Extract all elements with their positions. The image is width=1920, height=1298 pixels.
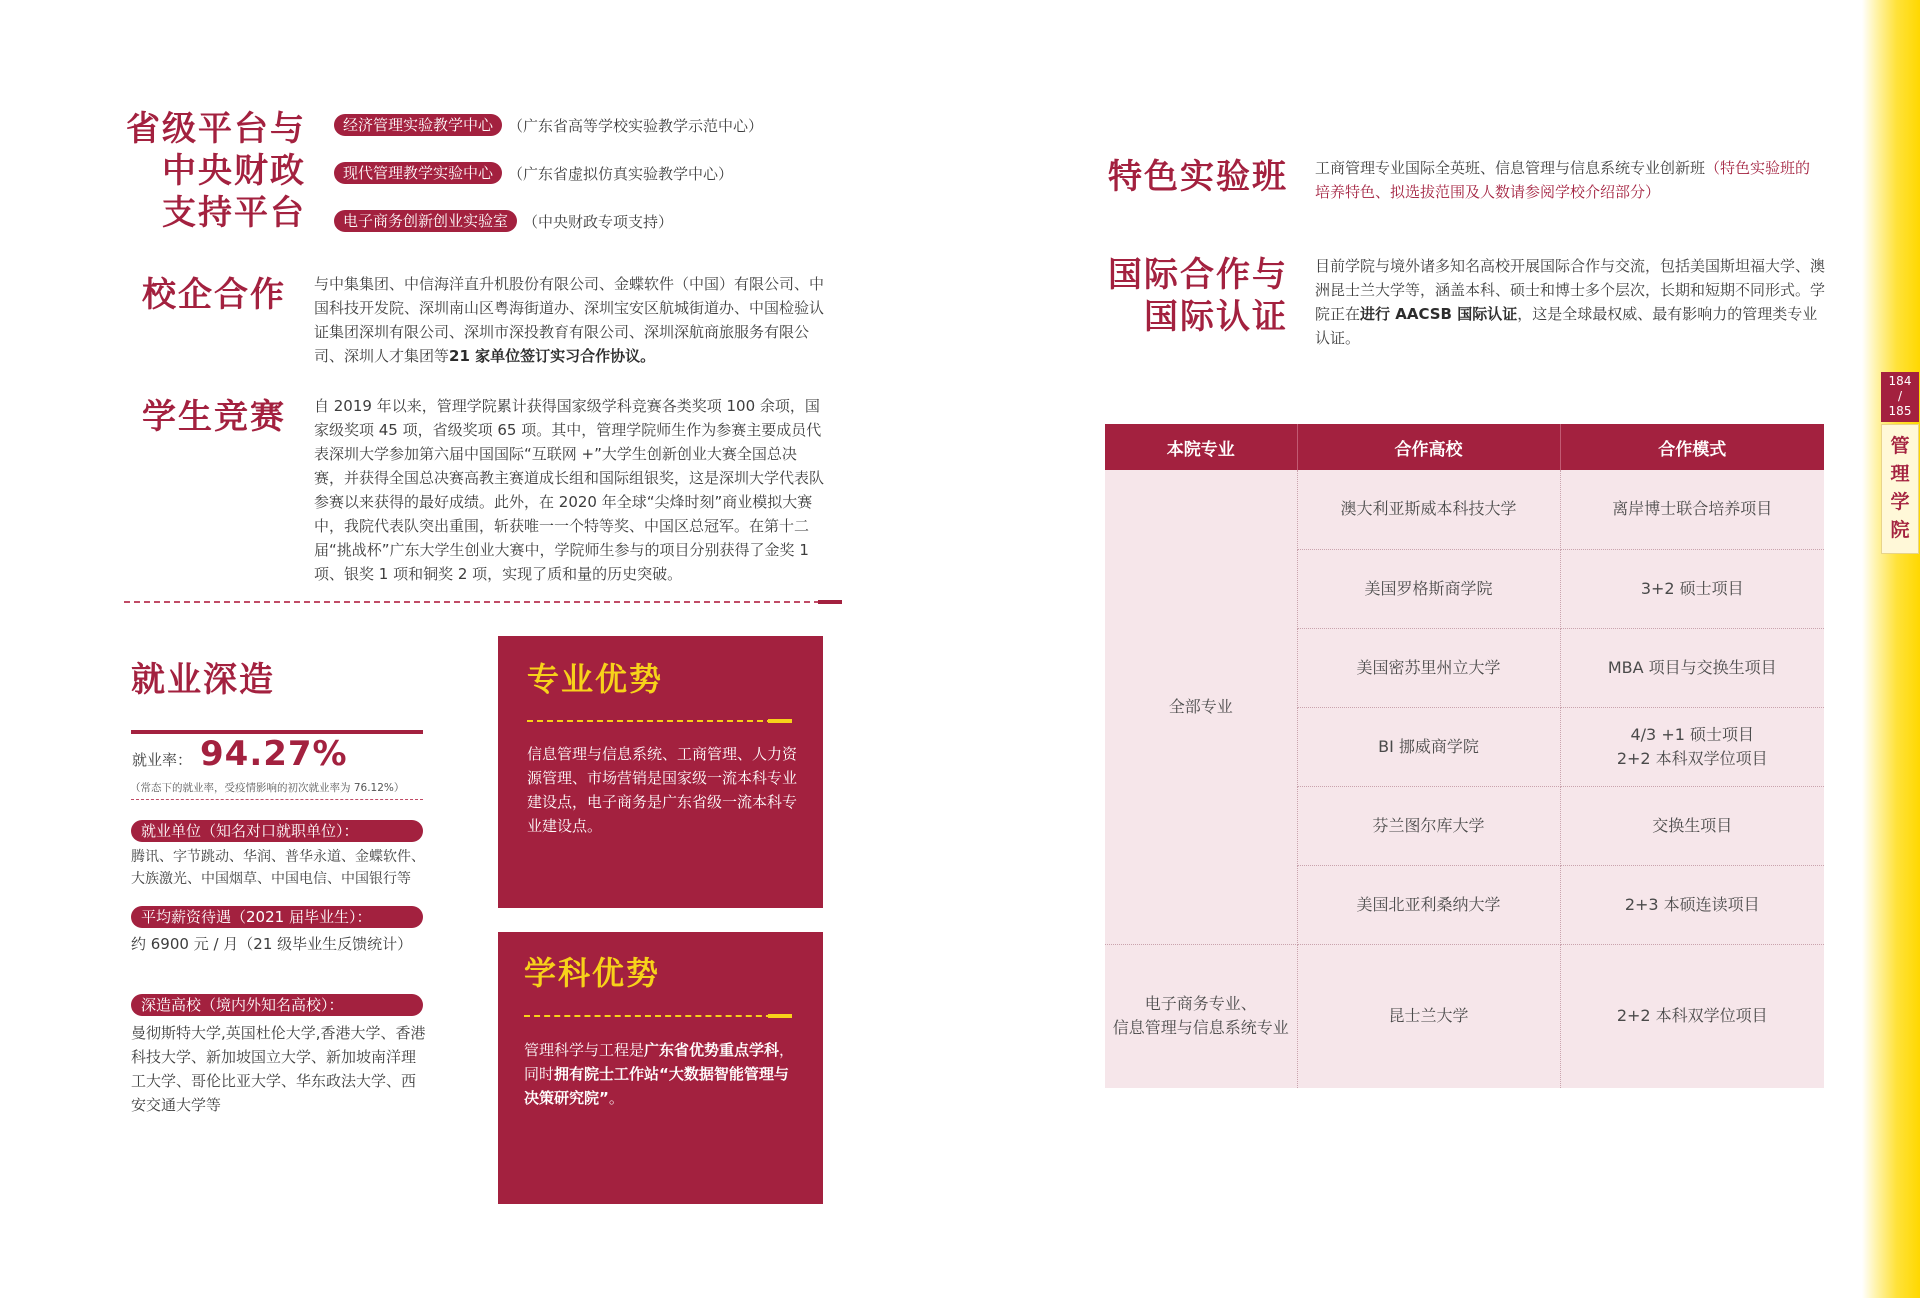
table-cell-mode: 2+2 本科双学位项目 (1560, 944, 1824, 1088)
table-cell-school: 昆士兰大学 (1297, 944, 1560, 1088)
employment-rate-note: （常态下的就业率，受疫情影响的初次就业率为 76.12%） (130, 782, 405, 794)
employment-title: 就业深造 (131, 660, 275, 700)
platform-item-label: 电子商务创新创业实验室 (334, 210, 517, 232)
platform-item-note: （广东省高等学校实验教学示范中心） (508, 116, 764, 135)
table-cell-mode: 离岸博士联合培养项目 (1560, 470, 1824, 549)
special-class-text: 工商管理专业国际全英班、信息管理与信息系统专业创新班（特色实验班的培养特色、拟选拔范围及人数请参阅学校介绍部分） (1315, 159, 1811, 201)
discipline-advantage-card (498, 932, 823, 1204)
table-cell-mode: 4/3 +1 硕士项目 2+2 本科双学位项目 (1560, 707, 1824, 786)
employment-rate-value: 94.27% (200, 734, 348, 774)
table-cell-school: 美国北亚利桑纳大学 (1297, 865, 1560, 944)
enterprise-text: 与中集集团、中信海洋直升机股份有限公司、金蝶软件（中国）有限公司、中国科技开发院、深圳南山区粤海街道办、深圳宝安区航城街道办、中国检验认证集团深圳有限公司、深圳市深投教育有限公司、深圳深航商旅服务有限公司、深圳人才集团等21 家单位签订实习合作协议。 (314, 275, 825, 365)
table-cell-major: 电子商务专业、 信息管理与信息系统专业 (1105, 944, 1297, 1088)
table-cell-major: 全部专业 (1105, 470, 1297, 944)
platform-item (334, 160, 763, 186)
competition-text: 自 2019 年以来，管理学院累计获得国家级学科竞赛各类奖项 100 余项，国家级奖项 45 项，省级奖项 65 项。其中，管理学院师生作为参赛主要成员代表深圳大学参加第六届中国国际“互联网 +”大学生创新创业大赛全国总决赛，并获得全国总决赛高教主赛道成长组和国际组银奖，这是深圳大学代表队参赛以来获得的最好成绩。此外，在 2020 年全球“尖烽时刻”商业模拟大赛中，我院代表队突出重围，斩获唯一一个特等奖、中国区总冠军。在第十二届“挑战杯”广东大学生创业大赛中，学院师生参与的项目分别获得了金奖 1 项、银奖 1 项和铜奖 2 项，实现了质和量的历史突破。 (314, 397, 825, 583)
intl-text: 目前学院与境外诸多知名高校开展国际合作与交流，包括美国斯坦福大学、澳洲昆士兰大学等，涵盖本科、硕士和博士多个层次，长期和短期不同形式。学院正在进行 AACSB 国际认证，这是全球最权威、最有影响力的管理类专业认证。 (1315, 257, 1826, 347)
major-advantage-line-end (768, 719, 792, 723)
table-cell-school: 澳大利亚斯威本科技大学 (1297, 470, 1560, 549)
platform-item-label: 经济管理实验教学中心 (334, 114, 502, 136)
divider-end-mark (818, 600, 842, 604)
table-header-major: 本院专业 (1105, 424, 1297, 470)
competition-title: 学生竞赛 (142, 397, 286, 437)
major-advantage-line (527, 720, 783, 722)
cooperation-table-wrap (1105, 424, 1824, 1088)
discipline-advantage-text: 管理科学与工程是广东省优势重点学科，同时拥有院士工作站“大数据智能管理与决策研究院”。 (524, 1041, 795, 1107)
side-section-label: 管 理 学 院 (1881, 424, 1919, 554)
table-cell-school: 美国密苏里州立大学 (1297, 628, 1560, 707)
employment-units-label: 就业单位（知名对口就职单位）： (131, 820, 423, 842)
table-header-mode: 合作模式 (1560, 424, 1824, 470)
discipline-advantage-line-end (768, 1014, 792, 1018)
table-header-row (1105, 424, 1824, 470)
employment-study-text: 曼彻斯特大学,英国杜伦大学,香港大学、香港科技大学、新加坡国立大学、新加坡南洋理工大学、哥伦比亚大学、华东政法大学、西安交通大学等 (131, 1024, 426, 1114)
table-row (1105, 470, 1824, 549)
discipline-advantage-line (524, 1015, 782, 1017)
major-advantage-title: 专业优势 (527, 660, 664, 698)
table-cell-school: BI 挪威商学院 (1297, 707, 1560, 786)
table-header-school: 合作高校 (1297, 424, 1560, 470)
enterprise-title: 校企合作 (142, 275, 286, 315)
platform-item-label: 现代管理教学实验中心 (334, 162, 502, 184)
table-row (1105, 944, 1824, 1088)
platform-item-note: （广东省虚拟仿真实验教学中心） (508, 164, 734, 183)
employment-salary-label: 平均薪资待遇（2021 届毕业生）： (131, 906, 423, 928)
side-gradient-strip (1862, 0, 1920, 1298)
page-number: 184 / 185 (1881, 372, 1919, 422)
section-divider (124, 601, 820, 603)
table-cell-mode: 2+3 本硕连读项目 (1560, 865, 1824, 944)
table-cell-school: 芬兰图尔库大学 (1297, 786, 1560, 865)
platform-item-note: （中央财政专项支持） (523, 212, 674, 231)
special-class-note: （特色实验班的培养特色、拟选拔范围及人数请参阅学校介绍部分） (1315, 159, 1811, 201)
major-advantage-text: 信息管理与信息系统、工商管理、人力资源管理、市场营销是国家级一流本科专业建设点，电子商务是广东省级一流本科专业建设点。 (527, 745, 798, 835)
table-cell-mode: 3+2 硕士项目 (1560, 549, 1824, 628)
intl-title: 国际合作与 国际认证 (1108, 255, 1288, 337)
table-cell-mode: 交换生项目 (1560, 786, 1824, 865)
employment-salary-text: 约 6900 元 / 月（21 级毕业生反馈统计） (131, 935, 413, 953)
major-advantage-card (498, 636, 823, 908)
table-cell-school: 美国罗格斯商学院 (1297, 549, 1560, 628)
cooperation-table (1105, 424, 1824, 1088)
employment-study-label: 深造高校（境内外知名高校）： (131, 994, 423, 1016)
discipline-advantage-title: 学科优势 (524, 954, 661, 992)
platform-item (334, 208, 763, 234)
employment-units-text: 腾讯、字节跳动、华润、普华永道、金蝶软件、大族激光、中国烟草、中国电信、中国银行等 (131, 849, 425, 887)
special-class-title: 特色实验班 (1108, 157, 1288, 197)
platform-list (334, 112, 763, 234)
employment-divider (131, 799, 423, 800)
platform-item (334, 112, 763, 138)
table-cell-mode: MBA 项目与交换生项目 (1560, 628, 1824, 707)
employment-rate (132, 734, 348, 774)
platform-title: 省级平台与 中央财政 支持平台 (126, 109, 306, 233)
employment-rate-label: 就业率： (132, 751, 193, 769)
